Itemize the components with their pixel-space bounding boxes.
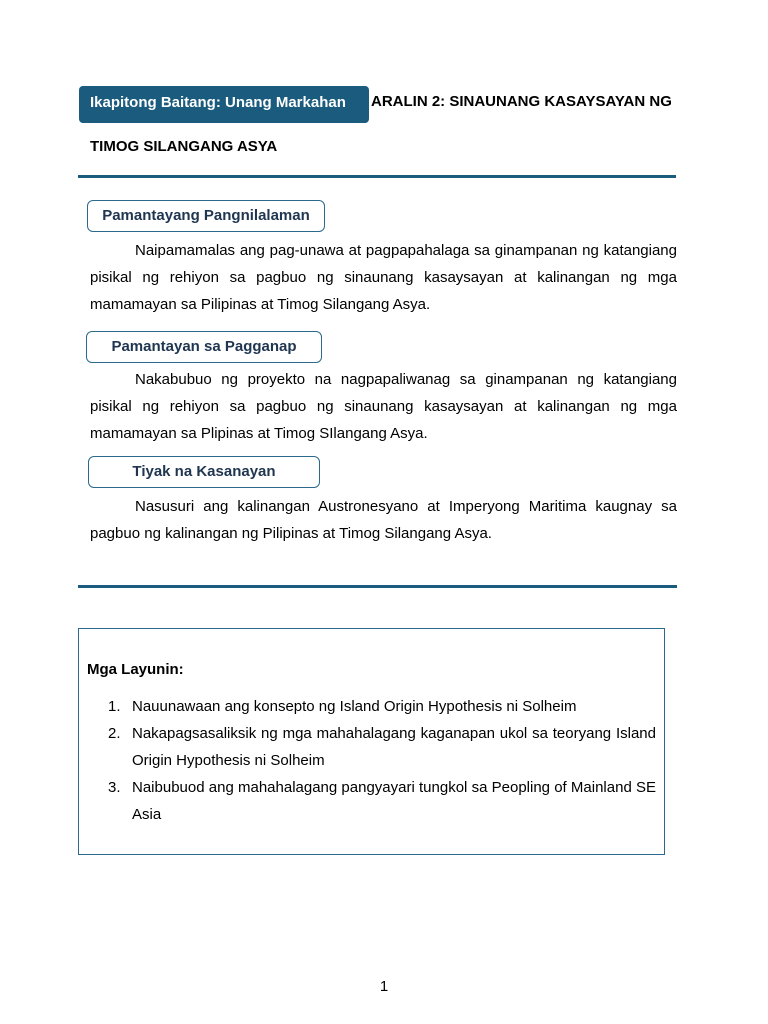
page-number: 1 bbox=[379, 978, 389, 995]
objective-item bbox=[87, 720, 656, 774]
header-divider bbox=[78, 175, 676, 178]
section-label-performance-standard: Pamantayan sa Pagganap bbox=[86, 331, 322, 363]
lesson-title-line-2: TIMOG SILANGANG ASYA bbox=[90, 138, 278, 155]
section-text-performance-standard: Nakabubuo ng proyekto na nagpapaliwanag sa ginampanan ng katangiang pisikal ng rehiyon sa pagbuo ng sinaunang kasaysayan at kalinangan ng mga mamamayan sa Plipinas at Timog SIlangang Asya. bbox=[90, 371, 677, 442]
objective-item bbox=[87, 774, 656, 828]
section-text-content-standard: Naipamamalas ang pag-unawa at pagpapahalaga sa ginampanan ng katangiang pisikal ng rehiyon sa pagbuo ng sinaunang kasaysayan at kalinangan ng mga mamamayan sa Pilipinas at Timog Silangang Asya. bbox=[90, 242, 677, 313]
section-label-content-standard: Pamantayang Pangnilalaman bbox=[87, 200, 325, 232]
section-divider bbox=[78, 585, 677, 588]
section-text-specific-skill: Nasusuri ang kalinangan Austronesyano at Imperyong Maritima kaugnay sa pagbuo ng kalinangan ng Pilipinas at Timog Silangang Asya. bbox=[90, 498, 677, 542]
objective-item bbox=[87, 693, 656, 720]
objectives-list bbox=[87, 693, 656, 828]
grade-quarter-badge: Ikapitong Baitang: Unang Markahan bbox=[79, 86, 369, 123]
objective-number: 3. bbox=[108, 779, 121, 796]
lesson-title-line-1: ARALIN 2: SINAUNANG KASAYSAYAN NG bbox=[371, 93, 672, 110]
objective-text: Nakapagsasaliksik ng mga mahahalagang kaganapan ukol sa teoryang Island Origin Hypothesis ni Solheim bbox=[132, 725, 656, 769]
objective-number: 2. bbox=[108, 725, 121, 742]
section-label-specific-skill: Tiyak na Kasanayan bbox=[88, 456, 320, 488]
objective-text: Naibubuod ang mahahalagang pangyayari tungkol sa Peopling of Mainland SE Asia bbox=[132, 779, 656, 823]
objective-number: 1. bbox=[108, 698, 121, 715]
objectives-box bbox=[78, 628, 665, 855]
objectives-heading: Mga Layunin: bbox=[87, 661, 184, 678]
objective-text: Nauunawaan ang konsepto ng Island Origin Hypothesis ni Solheim bbox=[132, 698, 577, 715]
